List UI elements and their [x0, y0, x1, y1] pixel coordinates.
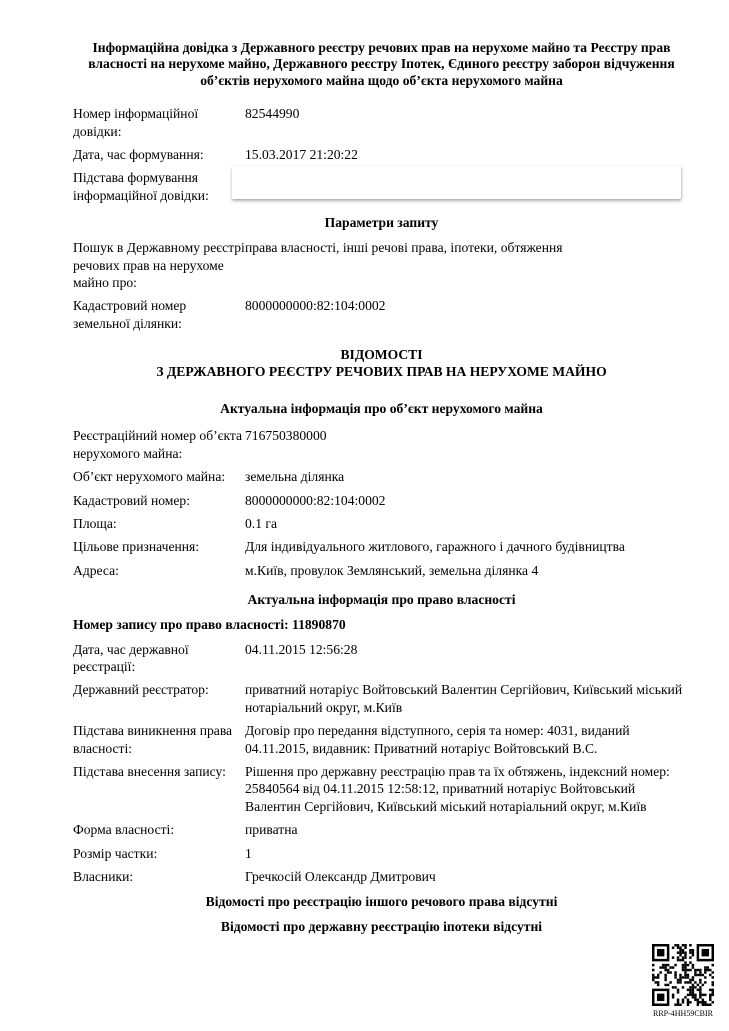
field-value: Гречкосій Олександр Дмитрович — [245, 869, 436, 884]
field-value: Рішення про державну реєстрацію прав та їх обтяжень, індексний номер: 25840564 від 04.11.2015 12:58:12, приватний нотаріус Войтовський Валентин Сергійович, Київський міський нотаріальний округ, м.Київ — [245, 763, 670, 814]
document-title: Інформаційна довідка з Державного реєстру речових прав на нерухоме майно та Реєстру прав власності на нерухоме майно, Державного реєстру Іпотек, Єдиного реєстру заборон відчуження об’єктів нерухомого майна щодо об’єкта нерухомого майна — [88, 40, 675, 88]
field-row — [73, 641, 690, 676]
field-label: Форма власності: — [73, 822, 175, 838]
field-label: Дата, час державної реєстрації: — [73, 641, 189, 674]
field-row — [73, 722, 690, 757]
qr-code — [652, 944, 714, 1006]
field-value: 82544990 — [245, 106, 300, 122]
field-row — [73, 468, 690, 485]
note-no-mortgage: Відомості про державну реєстрацію іпотеки відсутні — [220, 919, 543, 935]
field-row — [73, 845, 690, 862]
field-label: Об’єкт нерухомого майна: — [73, 469, 226, 485]
field-row — [73, 763, 690, 815]
field-label: Підстава виникнення права власності: — [73, 723, 233, 756]
field-label: Підстава внесення запису: — [73, 763, 226, 779]
ownership-record-number: Номер запису про право власності: 11890870 — [73, 617, 346, 633]
ownership-info-fields — [73, 641, 690, 886]
section-heading-register — [73, 346, 690, 380]
register-heading-line2: З ДЕРЖАВНОГО РЕЄСТРУ РЕЧОВИХ ПРАВ НА НЕРУХОМЕ МАЙНО — [156, 364, 607, 380]
field-label: Цільове призначення: — [73, 539, 200, 555]
field-value: права власності, інші речові права, іпотеки, обтяження — [245, 240, 563, 256]
field-value: Для індивідуального житлового, гаражного і дачного будівництва — [245, 539, 625, 555]
field-value: 8000000000:82:104:0002 — [245, 298, 386, 314]
field-label: Кадастровий номер: — [73, 492, 190, 508]
field-value: 15.03.2017 21:20:22 — [245, 147, 358, 163]
field-label: Адреса: — [73, 562, 119, 578]
field-value: 0.1 га — [245, 515, 277, 531]
field-value: приватний нотаріус Войтовський Валентин Сергійович, Київський міський нотаріальний округ, м.Київ — [245, 682, 683, 715]
field-row — [73, 169, 690, 204]
field-row — [73, 562, 690, 579]
field-row — [73, 492, 690, 509]
field-row — [73, 515, 690, 532]
note-no-other-rights: Відомості про реєстрацію іншого речового права відсутні — [205, 894, 558, 910]
redaction-box — [232, 166, 681, 199]
field-row — [73, 105, 690, 140]
subheading-object-info: Актуальна інформація про об’єкт нерухомого майна — [220, 401, 543, 417]
field-label: Дата, час формування: — [73, 147, 204, 163]
field-label: Розмір частки: — [73, 845, 158, 861]
field-value: м.Київ, провулок Землянський, земельна ділянка 4 — [245, 562, 539, 578]
qr-caption: RRP-4HH59CBIR — [652, 1009, 713, 1018]
field-value: 8000000000:82:104:0002 — [245, 492, 386, 508]
field-label: Номер інформаційної довідки: — [73, 106, 199, 139]
header-fields — [73, 105, 690, 204]
field-value — [245, 169, 690, 204]
object-info-fields — [73, 427, 690, 579]
field-value: 04.11.2015 12:56:28 — [245, 641, 358, 657]
field-label: Площа: — [73, 515, 117, 531]
field-row — [73, 821, 690, 838]
field-row — [73, 681, 690, 716]
field-row — [73, 239, 690, 291]
field-value: земельна ділянка — [245, 469, 345, 485]
field-row — [73, 868, 690, 885]
field-label: Кадастровий номер земельної ділянки: — [73, 298, 187, 331]
field-label: Реєстраційний номер об’єкта нерухомого майна: — [73, 428, 243, 461]
field-value: Договір про передання відступного, серія та номер: 4031, виданий 04.11.2015, видавник: Приватний нотаріус Войтовський В.С. — [245, 723, 630, 756]
field-value: 1 — [245, 845, 252, 861]
field-value: 716750380000 — [245, 428, 327, 444]
register-heading-line1: ВІДОМОСТІ — [340, 347, 423, 363]
field-label: Власники: — [73, 869, 134, 884]
field-row — [73, 146, 690, 163]
field-value: приватна — [245, 822, 298, 838]
field-label: Державний реєстратор: — [73, 682, 209, 698]
qr-block — [649, 944, 717, 1019]
section-heading-query-params: Параметри запиту — [324, 215, 439, 231]
subheading-ownership-info: Актуальна інформація про право власності — [247, 592, 516, 608]
query-params-fields — [73, 239, 690, 332]
field-row — [73, 538, 690, 555]
field-row — [73, 297, 690, 332]
field-row — [73, 427, 690, 462]
field-label: Пошук в Державному реєстрі речових прав на нерухоме майно про: — [73, 240, 245, 291]
field-label: Підстава формування інформаційної довідки: — [73, 170, 209, 203]
